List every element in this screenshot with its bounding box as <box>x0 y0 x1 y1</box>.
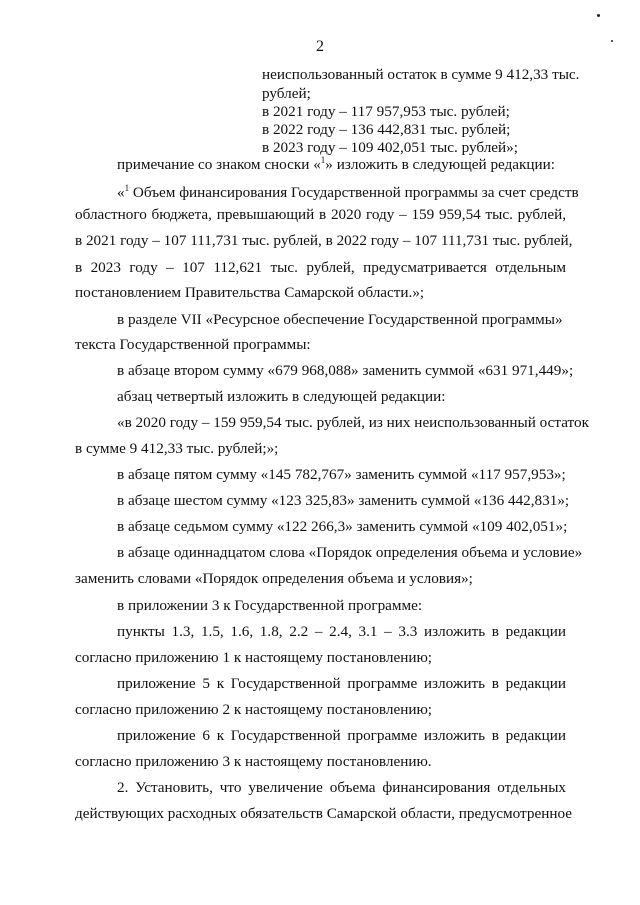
text-line: действующих расходных обязательств Самарской области, предусмотренное <box>75 805 572 822</box>
page-number: 2 <box>316 38 324 55</box>
text-line: в абзаце пятом сумму «145 782,767» заменить суммой «117 957,953»; <box>117 466 566 483</box>
text-line: в 2023 году – 109 402,051 тыс. рублей»; <box>262 139 518 156</box>
text-line: в разделе VII «Ресурсное обеспечение Государственной программы» <box>117 311 563 328</box>
text-line: в абзаце втором сумму «679 968,088» заменить суммой «631 971,449»; <box>117 362 574 379</box>
text-line <box>117 184 579 202</box>
text-line: приложение 6 к Государственной программе изложить в редакции <box>117 727 566 744</box>
footnote-mark: 1 <box>124 183 130 193</box>
text-line: «в 2020 году – 159 959,54 тыс. рублей, из них неиспользованный остаток <box>117 414 589 431</box>
text-line: областного бюджета, превышающий в 2020 году – 159 959,54 тыс. рублей, <box>75 206 566 223</box>
text-line: согласно приложению 3 к настоящему постановлению. <box>75 753 432 770</box>
text-line: в 2021 году – 107 111,731 тыс. рублей, в 2022 году – 107 111,731 тыс. рублей, <box>75 232 573 249</box>
text-line: постановлением Правительства Самарской области.»; <box>75 284 425 301</box>
text-segment: Объем финансирования Государственной программы за счет средств <box>129 184 579 201</box>
text-line: согласно приложению 2 к настоящему постановлению; <box>75 701 433 718</box>
text-line: в абзаце шестом сумму «123 325,83» заменить суммой «136 442,831»; <box>117 492 570 509</box>
text-line: в сумме 9 412,33 тыс. рублей;»; <box>75 440 279 457</box>
text-segment: » изложить в следующей редакции: <box>325 156 556 173</box>
text-line: 2. Установить, что увеличение объема финансирования отдельных <box>117 779 566 796</box>
text-line <box>117 156 555 174</box>
text-line: в 2023 году – 107 112,621 тыс. рублей, предусматривается отдельным <box>75 259 566 276</box>
text-line: неиспользованный остаток в сумме 9 412,33 тыс. <box>262 66 580 83</box>
text-line: заменить словами «Порядок определения объема и условия»; <box>75 570 473 587</box>
footnote-mark: 1 <box>320 155 326 165</box>
text-line: согласно приложению 1 к настоящему постановлению; <box>75 649 433 666</box>
text-line: в приложении 3 к Государственной программе: <box>117 597 423 614</box>
text-segment: « <box>117 184 125 201</box>
scan-speck <box>597 14 600 17</box>
text-line: в абзаце одиннадцатом слова «Порядок определения объема и условие» <box>117 544 583 561</box>
text-line: в абзаце седьмом сумму «122 266,3» заменить суммой «109 402,051»; <box>117 518 568 535</box>
text-line: пункты 1.3, 1.5, 1.6, 1.8, 2.2 – 2.4, 3.1 – 3.3 изложить в редакции <box>117 623 566 640</box>
text-line: абзац четвертый изложить в следующей редакции: <box>117 388 446 405</box>
text-line: приложение 5 к Государственной программе изложить в редакции <box>117 675 566 692</box>
text-line: в 2021 году – 117 957,953 тыс. рублей; <box>262 103 510 120</box>
text-line: текста Государственной программы: <box>75 336 311 353</box>
text-line: рублей; <box>262 85 311 102</box>
text-line: в 2022 году – 136 442,831 тыс. рублей; <box>262 121 511 138</box>
text-segment: примечание со знаком сноски « <box>117 156 321 173</box>
